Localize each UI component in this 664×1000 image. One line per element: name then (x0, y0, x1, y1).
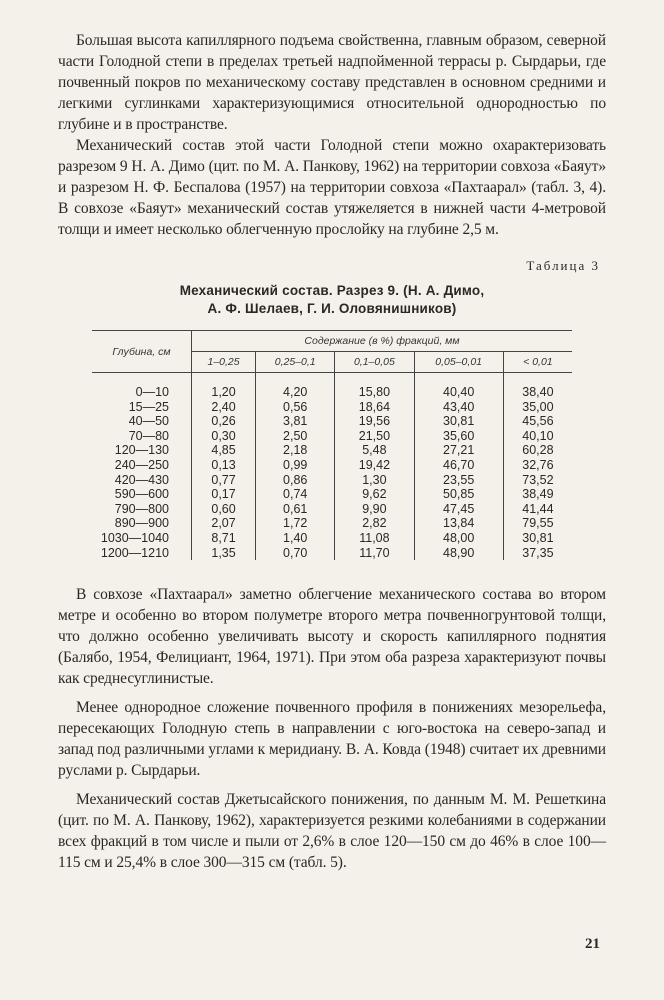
value-cell: 2,40 (192, 400, 256, 415)
value-cell: 27,21 (414, 443, 503, 458)
value-cell: 15,80 (335, 373, 414, 400)
depth-cell: 120—130 (92, 443, 192, 458)
depth-cell: 40—50 (92, 414, 192, 429)
table-number: Таблица 3 (526, 258, 600, 273)
value-cell: 11,70 (335, 546, 414, 561)
value-cell: 30,81 (522, 530, 554, 545)
value-cell: 1,20 (192, 373, 256, 400)
depth-cell: 240—250 (92, 458, 192, 473)
value-cell: 18,64 (335, 400, 414, 415)
value-cell: 47,45 (414, 502, 503, 517)
value-cell: 0,74 (256, 487, 335, 502)
bottom-text (58, 584, 606, 873)
fraction-header: 0,1–0,05 (335, 352, 414, 373)
table-row (92, 400, 572, 415)
mechanical-composition-table (92, 330, 572, 560)
table-row (92, 516, 572, 531)
value-cell: 0,56 (256, 400, 335, 415)
value-cell: 40,40 (414, 373, 503, 400)
value-cell: 4,20 (256, 373, 335, 400)
value-cell: 23,55 (414, 473, 503, 488)
content-header: Содержание (в %) фракций, мм (192, 331, 573, 352)
value-cell: 40,10 (522, 428, 554, 443)
value-cell: 43,40 (414, 400, 503, 415)
value-cell: 0,13 (192, 458, 256, 473)
depth-cell: 420—430 (92, 473, 192, 488)
value-cell: 19,42 (335, 458, 414, 473)
fraction-header: 0,25–0,1 (256, 352, 335, 373)
value-cell: 45,56 (522, 414, 554, 429)
table-row (92, 458, 572, 473)
depth-cell: 590—600 (92, 487, 192, 502)
value-cell: 21,50 (335, 429, 414, 444)
value-cell: 2,50 (256, 429, 335, 444)
value-cell: 1,30 (335, 473, 414, 488)
value-cell: 1,72 (256, 516, 335, 531)
value-cell: 5,48 (335, 443, 414, 458)
value-cell: 35,60 (414, 429, 503, 444)
paragraph-1: Большая высота капиллярного подъема свойственна, главным образом, северной части Голодной степи в пределах третьей надпойменной террасы р. Сырдарьи, где почвенный покров по механическому составу представлен в основном средними и легкими суглинками характеризующимися относительной однородностью по глубине и в пространстве. (58, 32, 606, 133)
table-row (92, 443, 572, 458)
value-cell: 41,44 (522, 501, 554, 516)
value-cell: 35,00 (522, 399, 554, 414)
table-row (92, 531, 572, 546)
paragraph-4: Менее однородное сложение почвенного профиля в понижениях мезорельефа, пересекающих Голодную степь в направлении с юго-востока на северо-запад и запад под различными углами к меридиану. В. А. Ковда (1948) считает их древними руслами р. Сырдарьи. (58, 699, 606, 780)
value-cell: 50,85 (414, 487, 503, 502)
value-cell: 2,07 (192, 516, 256, 531)
value-cell: 30,81 (414, 414, 503, 429)
value-cell: 11,08 (335, 531, 414, 546)
value-cell: 38,40 (522, 385, 554, 399)
value-cell: 0,26 (192, 414, 256, 429)
page-number: 21 (585, 936, 600, 952)
value-cell: 2,82 (335, 516, 414, 531)
depth-cell: 0—10 (92, 373, 192, 400)
table-row (92, 373, 572, 400)
value-cell: 0,99 (256, 458, 335, 473)
value-cell: 48,00 (414, 531, 503, 546)
depth-cell: 790—800 (92, 502, 192, 517)
value-cell: 46,70 (414, 458, 503, 473)
value-cell: 0,30 (192, 429, 256, 444)
value-cell: 13,84 (414, 516, 503, 531)
value-cell: 1,35 (192, 546, 256, 561)
value-cell: 73,52 (522, 472, 554, 487)
depth-cell: 890—900 (92, 516, 192, 531)
table-row (92, 487, 572, 502)
value-cell: 1,40 (256, 531, 335, 546)
value-cell: 32,76 (522, 457, 554, 472)
depth-cell: 1030—1040 (92, 531, 192, 546)
value-cell: 0,70 (256, 546, 335, 561)
page-content (58, 30, 606, 873)
value-cell: 8,71 (192, 531, 256, 546)
value-cell: 0,60 (192, 502, 256, 517)
fraction-header: 0,05–0,01 (414, 352, 503, 373)
fraction-header: < 0,01 (503, 352, 572, 373)
table-row (92, 502, 572, 517)
table-row (92, 546, 572, 561)
value-cell: 4,85 (192, 443, 256, 458)
depth-header: Глубина, см (92, 331, 192, 373)
depth-cell: 15—25 (92, 400, 192, 415)
value-cell: 0,77 (192, 473, 256, 488)
table-title (58, 282, 606, 318)
depth-cell: 70—80 (92, 429, 192, 444)
value-cell: 48,90 (414, 546, 503, 561)
value-cell: 3,81 (256, 414, 335, 429)
paragraph-5: Механический состав Джетысайского понижения, по данным М. М. Решеткина (цит. по М. А. Панкову, 1962), характеризуется резкими колебаниями в содержании всех фракций в том числе и пыли от 2,6% в слое 120—150 см до 46% в слое 100—115 см и 25,4% в слое 300—315 см (табл. 5). (58, 791, 606, 872)
value-cell: 38,49 (522, 487, 554, 502)
value-cell: 0,86 (256, 473, 335, 488)
value-cell: 2,18 (256, 443, 335, 458)
table-title-line-2: А. Ф. Шелаев, Г. И. Оловянишников) (207, 301, 457, 316)
paragraph-2: Механический состав этой части Голодной степи можно охарактеризовать разрезом 9 Н. А. Димо (цит. по М. А. Панкову, 1962) на территории совхоза «Баяут» и разрезом Н. Ф. Беспалова (1957) на территории совхоза «Пахтаарал» (табл. 3, 4). В совхозе «Баяут» механический состав утяжеляется в нижней части 4-метровой толщи и имеет несколько облегченную прослойку на глубине 2,5 м. (58, 137, 606, 238)
value-cell: 0,17 (192, 487, 256, 502)
depth-cell: 1200—1210 (92, 546, 192, 561)
paragraph-3: В совхозе «Пахтаарал» заметно облегчение механического состава во втором метре и особенно во втором полуметре второго метра почвенногрунтовой толщи, что должно особенно увеличивать высоту и скорость капиллярного поднятия (Балябо, 1954, Фелициант, 1964, 1971). При этом оба разреза характеризуют почвы как среднесуглинистые. (58, 586, 606, 688)
table-row (92, 414, 572, 429)
value-cell: 60,28 (522, 443, 554, 458)
value-cell: 79,55 (522, 516, 554, 531)
value-cell: 9,90 (335, 502, 414, 517)
table-row (92, 429, 572, 444)
value-cell: 37,35 (522, 545, 554, 560)
value-cell: 0,61 (256, 502, 335, 517)
value-cell: 9,62 (335, 487, 414, 502)
value-cell: 19,56 (335, 414, 414, 429)
fraction-header: 1–0,25 (192, 352, 256, 373)
table-row (92, 473, 572, 488)
table-title-line-1: Механический состав. Разрез 9. (Н. А. Димо, (179, 283, 485, 298)
